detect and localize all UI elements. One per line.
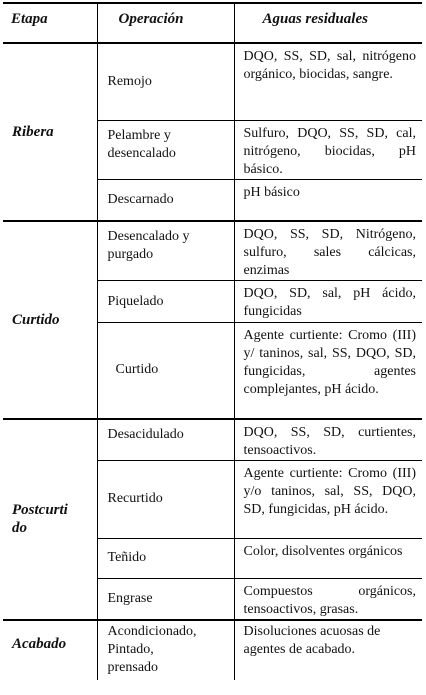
stage-line: Postcurti: [12, 502, 68, 518]
operation-line: prensado: [107, 659, 159, 675]
wastewater-cell: pH básico: [234, 179, 422, 221]
operation-cell: Teñido: [97, 538, 234, 578]
wastewater-process-table: [3, 2, 422, 680]
table-row: [3, 43, 422, 120]
table-row: [3, 221, 422, 281]
wastewater-cell: DQO, SS, SD, curtientes, tensoactivos.: [234, 419, 422, 461]
stage-ribera: Ribera: [3, 43, 97, 221]
operation-line: desencalado: [107, 145, 176, 161]
operation-cell: Descarnado: [97, 179, 234, 221]
operation-cell: [97, 221, 234, 281]
header-etapa: Etapa: [3, 3, 97, 43]
header-operacion: Operación: [97, 3, 234, 43]
stage-line: do: [12, 520, 27, 536]
operation-line: Acondicionado,: [107, 623, 197, 639]
table-row: [3, 419, 422, 461]
operation-line: Desencalado y: [107, 229, 190, 244]
operation-line: purgado: [107, 247, 154, 262]
stage-acabado: Acabado: [3, 620, 97, 680]
table-header-row: [3, 3, 422, 43]
operation-cell: Recurtido: [97, 460, 234, 538]
header-aguas-residuales: Aguas residuales: [234, 3, 422, 43]
operation-cell: Remojo: [97, 43, 234, 120]
operation-cell: Engrase: [97, 578, 234, 620]
wastewater-cell: Color, disolventes orgánicos: [234, 538, 422, 578]
operation-cell: [97, 620, 234, 680]
operation-line: Pintado,: [107, 641, 154, 657]
operation-cell: [97, 120, 234, 179]
wastewater-cell: Compuestos orgánicos, tensoactivos, grasas.: [234, 578, 422, 620]
stage-postcurtido: [3, 419, 97, 620]
operation-cell: Desacidulado: [97, 419, 234, 461]
wastewater-cell: Agente curtiente: Cromo (III) y/o taninos, sal, SS, DQO, SD, fungicidas, pH ácido.: [234, 460, 422, 538]
wastewater-cell: Agente curtiente: Cromo (III) y/ taninos, sal, SS, DQO, SD, fungicidas, agentes complejantes, pH ácido.: [234, 323, 422, 419]
wastewater-cell: DQO, SS, SD, Nitrógeno, sulfuro, sales cálcicas, enzimas: [234, 221, 422, 281]
table-row: [3, 620, 422, 680]
wastewater-cell: Sulfuro, DQO, SS, SD, cal, nitrógeno, biocidas, pH básico.: [234, 120, 422, 179]
operation-cell: Piquelado: [97, 281, 234, 323]
operation-line: Pelambre y: [107, 127, 171, 143]
wastewater-cell: DQO, SD, sal, pH ácido, fungicidas: [234, 281, 422, 323]
stage-curtido: Curtido: [3, 221, 97, 419]
wastewater-cell: DQO, SS, SD, sal, nitrógeno orgánico, biocidas, sangre.: [234, 43, 422, 120]
wastewater-cell: Disoluciones acuosas de agentes de acabado.: [243, 623, 381, 657]
operation-cell: Curtido: [97, 323, 234, 419]
